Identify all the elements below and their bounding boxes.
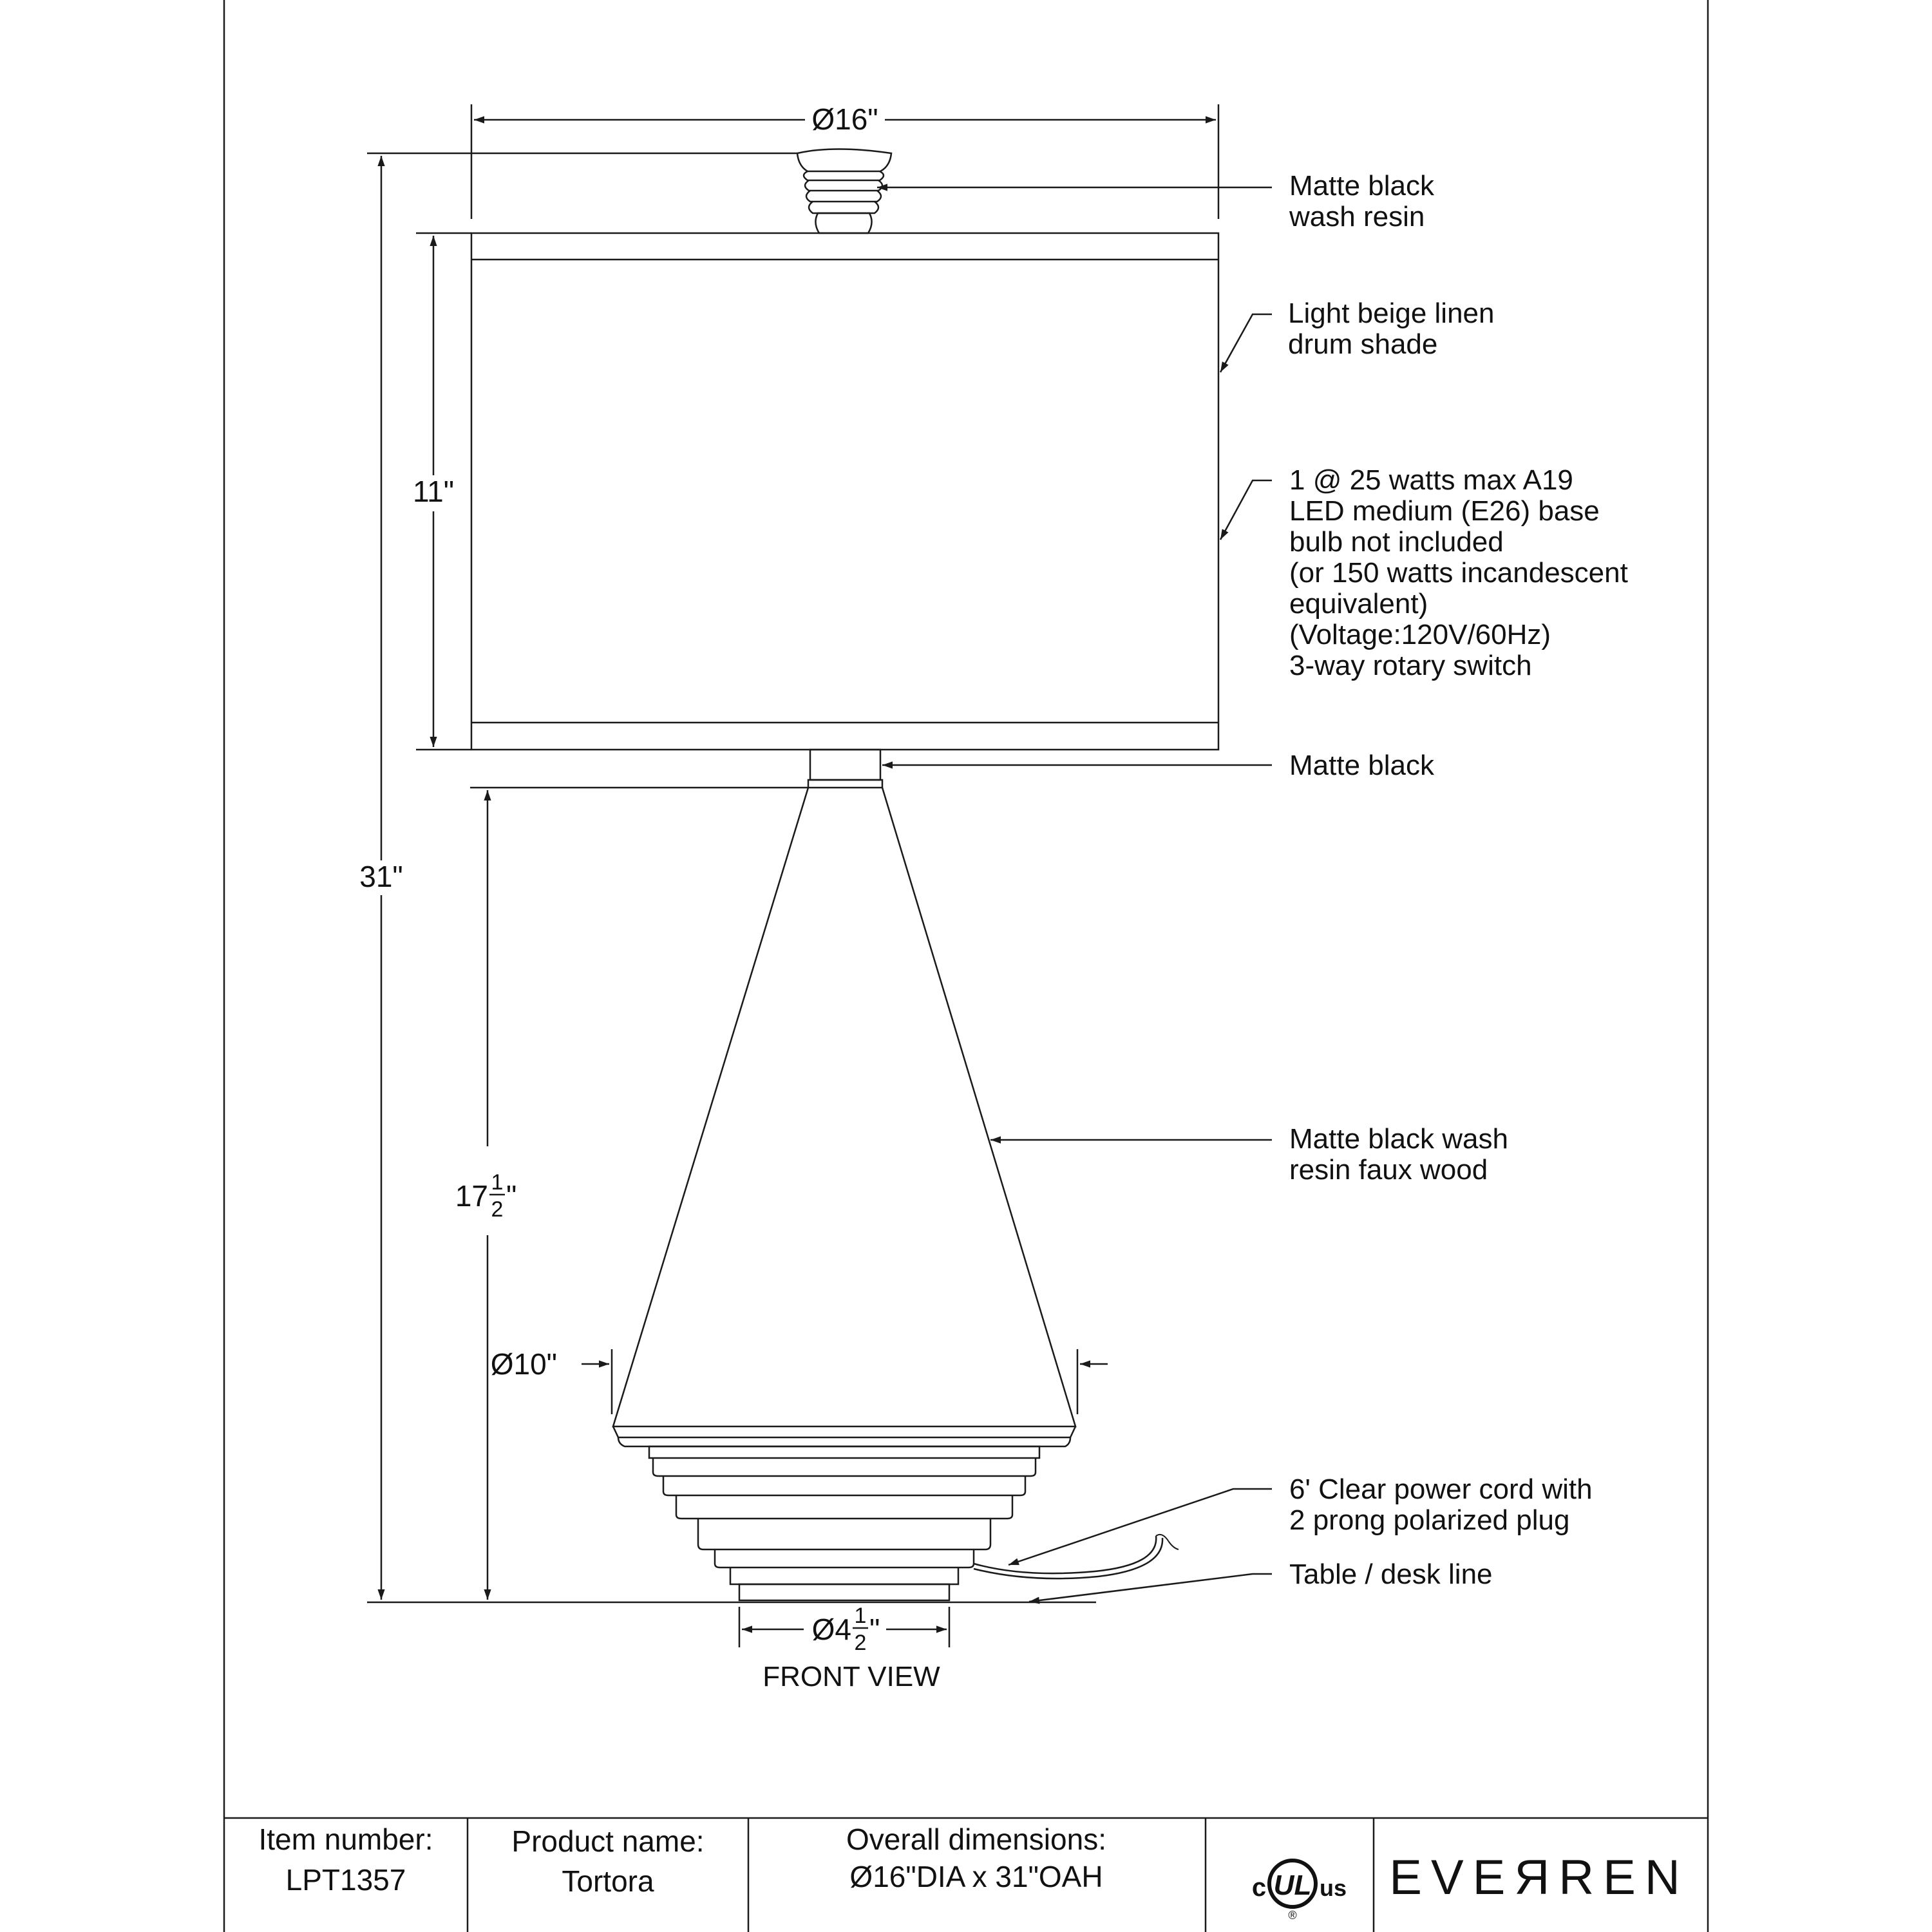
callout-neck-line-1: Matte black [1289,750,1434,781]
callout-neck [882,750,1435,781]
callout-finial-line-2: wash resin [1289,201,1425,232]
title-block [224,1818,1708,1932]
drum-shade [471,233,1218,750]
base-height-unit: " [506,1179,517,1213]
stepped-base [618,1437,1070,1600]
callout-bulb-line-4: (or 150 watts incandescent [1289,557,1628,589]
callout-bulb-line-2: LED medium (E26) base [1289,495,1600,527]
brand-logo: EVEЯREN [1389,1850,1689,1905]
callout-cord [1009,1473,1593,1565]
product-name-label: Product name: [511,1824,705,1858]
base-height-denominator: 2 [491,1197,504,1222]
power-cord [974,1535,1179,1578]
callout-bulb-line-5: equivalent) [1289,588,1428,620]
page-frame [224,0,1708,1932]
foot-diameter-denominator: 2 [854,1631,867,1655]
foot-diameter-prefix: Ø4 [811,1613,851,1646]
cert-mark-reg: ® [1288,1909,1297,1922]
callout-table [1029,1558,1493,1602]
overall-height-label: 31" [359,860,403,893]
callout-bulb-line-6: (Voltage:120V/60Hz) [1289,619,1551,650]
overall-height-dimension [359,153,797,1602]
neck [808,750,882,788]
callout-cord-line-1: 6' Clear power cord with [1289,1473,1593,1505]
callout-bulb-line-3: bulb not included [1289,526,1504,558]
lamp-drawing [471,149,1218,1603]
callout-table-line-1: Table / desk line [1289,1558,1493,1590]
cert-mark-c: c [1251,1873,1267,1902]
product-name-value: Tortora [562,1864,654,1898]
callout-cord-line-2: 2 prong polarized plug [1289,1504,1570,1536]
callout-body [990,1123,1508,1186]
callout-bulb [1220,464,1628,681]
base-height-whole: 17 [455,1179,488,1213]
overall-dimensions-value: Ø16"DIA x 31"OAH [849,1860,1103,1893]
ul-certification-icon [1252,1861,1347,1922]
callouts [877,170,1628,1602]
callout-bulb-line-1: 1 @ 25 watts max A19 [1289,464,1573,496]
shade-height-dimension [413,233,471,750]
cert-mark-us: us [1319,1875,1347,1901]
foot-diameter-dimension [739,1604,949,1655]
cone-body [613,788,1075,1437]
base-height-dimension [455,788,808,1600]
callout-bulb-line-7: 3-way rotary switch [1289,650,1532,681]
cert-mark-ul: UL [1273,1870,1312,1901]
callout-finial-line-1: Matte black [1289,170,1434,202]
callout-body-line-2: resin faux wood [1289,1154,1488,1186]
base-diameter-dimension [491,1347,1108,1414]
base-diameter-label: Ø10" [490,1347,557,1381]
callout-finial [877,170,1435,232]
callout-shade [1220,298,1494,372]
foot-diameter-numerator: 1 [854,1604,867,1628]
item-number-label: Item number: [258,1823,433,1856]
overall-dimensions-label: Overall dimensions: [846,1823,1106,1856]
finial [797,149,891,234]
callout-shade-line-2: drum shade [1288,328,1438,360]
foot-diameter-unit: " [869,1613,880,1646]
view-label: FRONT VIEW [762,1661,940,1692]
shade-height-label: 11" [412,475,455,508]
shade-diameter-label: Ø16" [811,102,878,136]
dimensions [359,102,1218,1692]
callout-shade-line-1: Light beige linen [1288,298,1495,329]
callout-body-line-1: Matte black wash [1289,1123,1508,1155]
item-number-value: LPT1357 [285,1863,406,1897]
base-height-numerator: 1 [491,1170,504,1195]
